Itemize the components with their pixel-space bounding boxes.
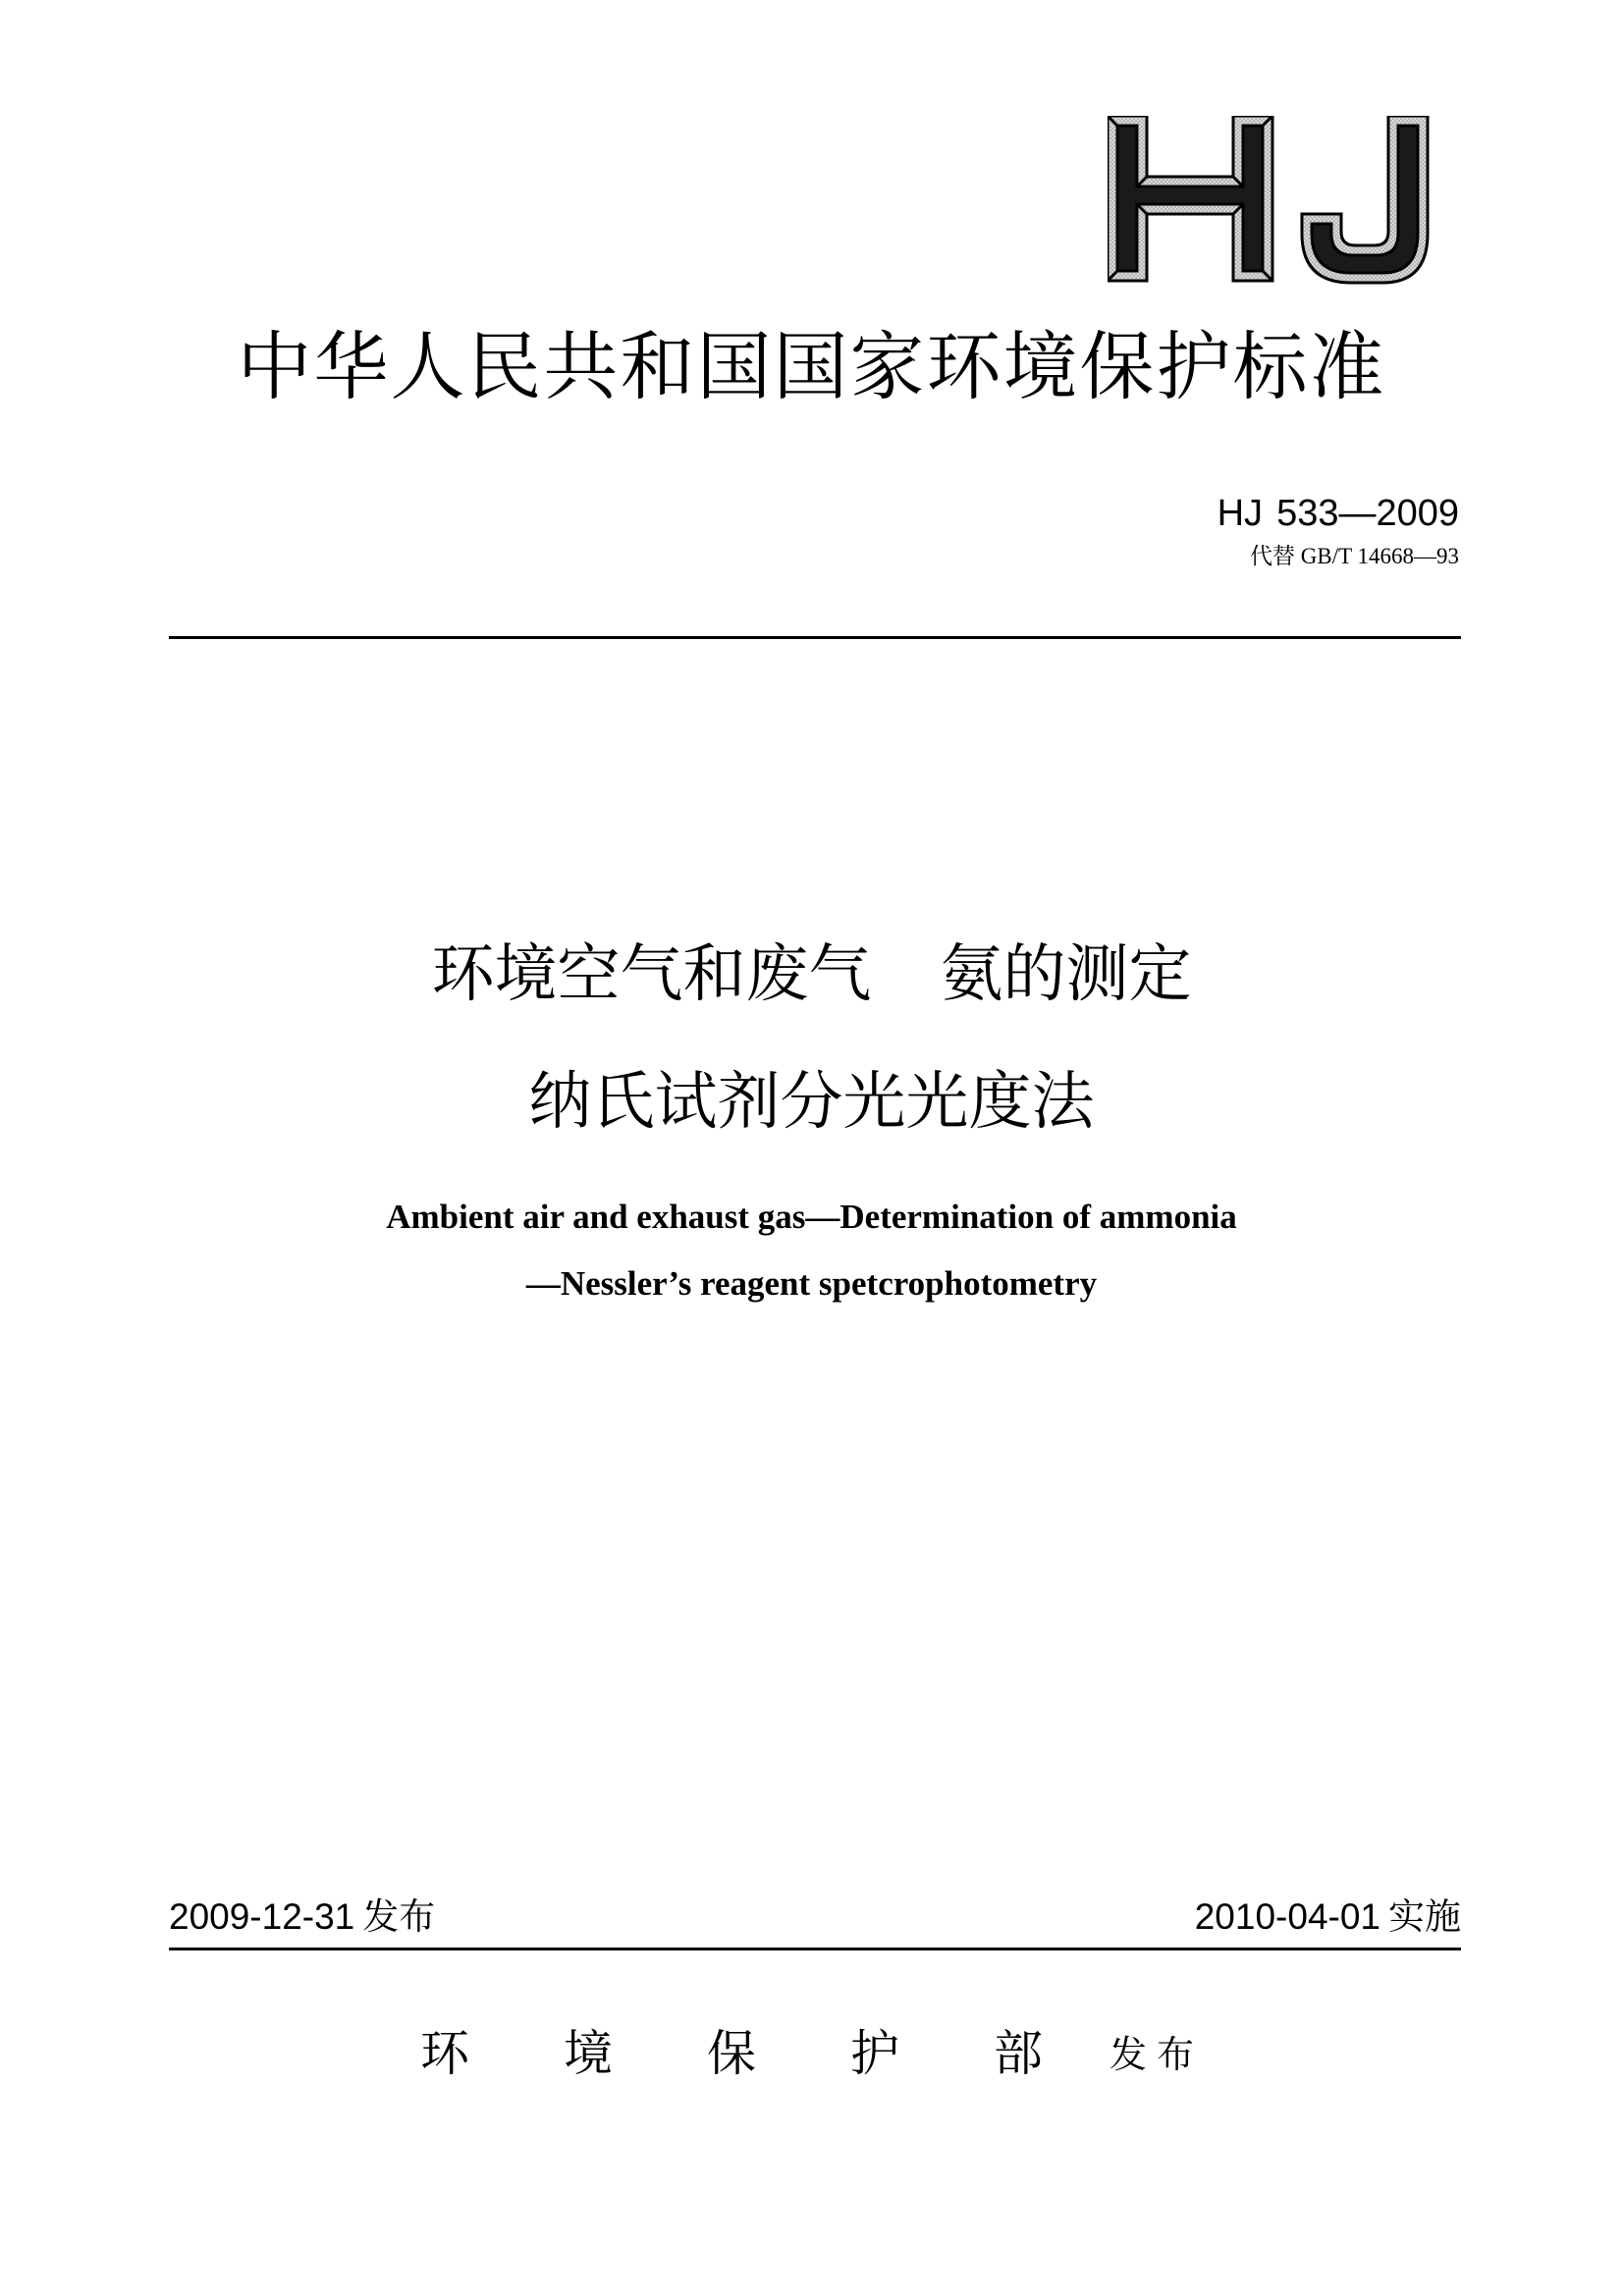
title-en-line1: Ambient air and exhaust gas—Determination of ammonia <box>386 1198 1237 1236</box>
title-zh-line1-part1: 环境空气和废气 <box>431 938 872 1011</box>
publisher-char: 部 <box>994 2025 1043 2082</box>
publisher-char: 护 <box>850 2025 899 2082</box>
footer-divider <box>169 1948 1461 1950</box>
publisher-char: 保 <box>707 2025 756 2082</box>
title-zh-line1-part2: 氨的测定 <box>940 938 1192 1011</box>
replaces-standard: 代替 GB/T 14668—93 <box>1250 544 1459 568</box>
implementation-date-value: 2010-04-01 <box>1194 1896 1380 1937</box>
title-en-line2: —Nessler’s reagent spetcrophotometry <box>525 1264 1098 1303</box>
publisher-issue-label: 发布 <box>1109 2033 1205 2076</box>
issue-date <box>169 1895 435 1940</box>
header-divider <box>169 636 1461 639</box>
issue-date-value: 2009-12-31 <box>169 1896 355 1937</box>
title-zh-line1 <box>0 935 1623 1014</box>
standard-number-prefix: HJ <box>1217 493 1264 534</box>
implementation-date-label: 实施 <box>1388 1896 1461 1938</box>
publisher-char: 环 <box>420 2025 469 2082</box>
standard-number <box>1217 491 1459 536</box>
issuing-authority-title: 中华人民共和国国家环境保护标准 <box>237 323 1386 410</box>
logo-letter-h <box>1108 116 1272 281</box>
issue-date-label: 发布 <box>362 1896 436 1938</box>
standard-number-code: 533—2009 <box>1276 493 1459 534</box>
logo-letter-j <box>1302 116 1428 283</box>
publisher-char: 境 <box>564 2025 613 2082</box>
title-zh-line2: 纳氏试剂分光光度法 <box>528 1066 1095 1139</box>
implementation-date <box>1195 1895 1461 1940</box>
hj-logo <box>1108 116 1441 289</box>
